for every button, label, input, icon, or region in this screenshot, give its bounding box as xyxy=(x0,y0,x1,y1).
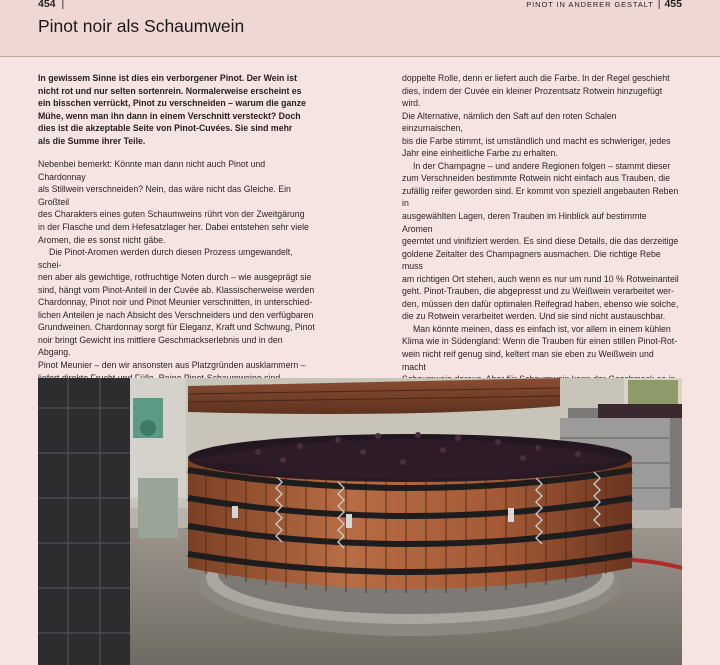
text-line: Jahr eine einheitliche Farbe zu erhalten. xyxy=(402,148,558,159)
text-line: lichen Anteilen je nach Absicht des Verschneiders und den verfügbaren xyxy=(38,309,314,320)
lead-paragraph xyxy=(38,72,315,147)
text-line: dies, indem der Cuvée ein kleiner Prozentsatz Rotwein hinzugefügt wird. xyxy=(402,85,663,109)
text-line: Aromen, die es sonst nicht gäbe. xyxy=(38,234,166,245)
text-line: Chardonnay, Pinot noir und Pinot Meunier verschnitten, in unterschied- xyxy=(38,297,313,308)
text-line: Klima wie in Südengland: Wenn die Trauben für einen stillen Pinot-Rot- xyxy=(402,336,678,347)
text-line: dies ist die akzeptable Seite von Pinot-Cuvées. Sie sind mehr xyxy=(38,123,293,134)
text-line: Man könnte meinen, dass es einfach ist, vor allem in einem kühlen xyxy=(413,323,671,334)
text-line: goldene Zeitalter des Champagners ausmachen. Die richtige Rebe muss xyxy=(402,248,661,272)
text-line: nen aber als gewichtige, rotfruchtige Noten durch – wie ausgeprägt sie xyxy=(38,272,312,283)
paragraph xyxy=(402,160,679,323)
text-line: als die Summe ihrer Teile. xyxy=(38,135,146,146)
section-label: PINOT IN ANDERER GESTALT xyxy=(526,0,654,9)
text-line: ausgewählten Lagen, deren Trauben im Hinblick auf bestimmte Aromen xyxy=(402,211,647,234)
text-line: des Charakters eines guten Schaumweins rührt von der Zweitgärung xyxy=(38,209,305,220)
text-line: die zu Rotwein verarbeitet werden. Und sie sind nicht austauschbar. xyxy=(402,311,666,322)
text-line: noir bringt Gewicht ins mittlere Geschmackserlebnis und in den Abgang. xyxy=(38,334,283,358)
text-line: ein bisschen verrückt, Pinot zu verschneiden – warum die ganze xyxy=(38,98,306,109)
wine-press-photo xyxy=(38,378,682,665)
text-line: sind, hängt vom Pinot-Anteil in der Cuvée ab. Klassischerweise werden xyxy=(38,284,315,295)
text-line: Die Pinot-Aromen werden durch diesen Prozess umgewandelt, schei- xyxy=(38,247,293,270)
text-line: geerntet und vinifiziert werden. Es sind diese Details, die das derzeitige xyxy=(402,236,679,247)
text-line: zufällig reifer geworden sind. Er kommt von speziell angebauten Reben in xyxy=(402,185,679,209)
text-line: zum Verschneiden bestimmte Rotwein nicht einfach aus Trauben, die xyxy=(402,173,670,184)
page-number-left: 454 | xyxy=(38,0,65,10)
text-line: bis die Farbe stimmt, ist umständlich und macht es schwieriger, jedes xyxy=(402,135,671,146)
paragraph xyxy=(38,158,315,246)
text-line: In gewissem Sinne ist dies ein verborgener Pinot. Der Wein ist xyxy=(38,73,298,83)
text-line: geht. Pinot-Trauben, die abgepresst und zu Weißwein verarbeitet wer- xyxy=(402,286,674,297)
text-line: Mühe, wenn man ihn dann in einem Verschnitt versteckt? Doch xyxy=(38,110,301,121)
text-line: In der Champagne – und andere Regionen folgen – stammt dieser xyxy=(413,160,671,171)
text-line: den, müssen den dafür optimalen Reifegrad haben, ebenso wie solche, xyxy=(402,298,679,309)
paragraph xyxy=(402,72,679,160)
text-line: Nebenbei bemerkt: Könnte man dann nicht auch Pinot und Chardonnay xyxy=(38,159,266,182)
page-header xyxy=(0,0,720,57)
page-number-right: PINOT IN ANDERER GESTALT | 455 xyxy=(526,0,682,10)
text-line: Pinot Meunier – den wir ansonsten aus Platzgründen ausklammern – xyxy=(38,360,306,371)
text-line: in der Flasche und dem Hefesatzlager her. Dabei entstehen sehr viele xyxy=(38,222,309,233)
text-line: Die Alternative, nämlich den Saft auf den roten Schalen einzumaischen, xyxy=(402,110,617,134)
text-line: wein nicht reif genug sind, keltert man sie eben zu Weißwein und macht xyxy=(402,349,654,372)
text-line: doppelte Rolle, denn er liefert auch die Farbe. In der Regel geschieht xyxy=(402,73,670,83)
page-title: Pinot noir als Schaumwein xyxy=(38,16,245,36)
text-line: Grundweinen. Chardonnay sorgt für Eleganz, Kraft und Schwung, Pinot xyxy=(38,322,315,333)
text-line: nicht rot und nur selten sortenrein. Normalerweise erscheint es xyxy=(38,85,302,96)
text-line: am richtigen Ort stehen, auch wenn es nur um rund 10 % Rotweinanteil xyxy=(402,273,679,284)
text-line: als Stillwein verschneiden? Nein, das wäre nicht das Gleiche. Ein Großteil xyxy=(38,184,291,207)
